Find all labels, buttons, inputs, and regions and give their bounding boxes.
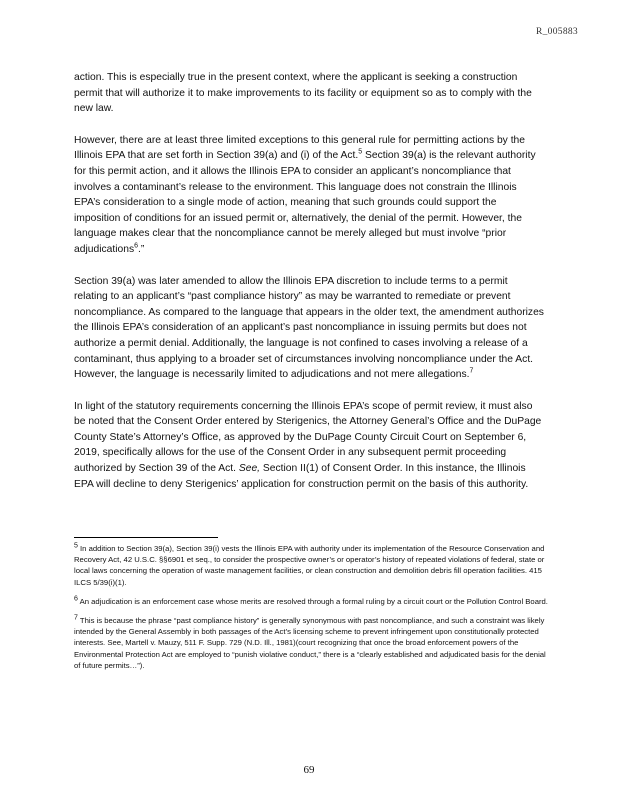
footnote-text: This is because the phrase “past compliance history” is generally synonymous with past noncompliance, and such a constraint was likely intended by the General Assembly in both passages of the Act’s licensing scheme to prevent infringement upon constitutionally protected interests. See, Martell v. Mauzy, 511 F. Supp. 729 (N.D. Ill., 1981)(court recognizing that once the broad enforcement powers of the Environmental Protection Act are employed to “punish violative conduct,” there is a “clearly established and adjudicated basis for the denial of future permits…”). — [74, 616, 546, 670]
footnote-5 — [74, 543, 548, 588]
footnote-text: An adjudication is an enforcement case whose merits are resolved through a formal ruling by a circuit court or the Pollution Control Board. — [77, 596, 548, 606]
footnote-number: 5 — [74, 542, 78, 550]
footnote-text: In addition to Section 39(a), Section 39(i) vests the Illinois EPA with authority under its implementation of the Resource Conservation and Recovery Act, 42 U.S.C. §§6901 et seq., to consider the prospective owner’s or operator’s history of repeated violations of federal, state or local laws concerning the operation of waste management facilities, or clean construction and demolition debris fill operation facilities. 415 ILCS 5/39(i)(1). — [74, 544, 545, 587]
paragraph-4-text-b: Section II(1) of Consent Order. In this instance, the Illinois EPA will decline to deny Sterigenics’ application for construction permit on the basis of this authority. — [74, 463, 529, 490]
bates-number: R_005883 — [536, 27, 578, 37]
paragraph-1 — [74, 70, 544, 117]
footnote-6 — [74, 596, 548, 607]
body-text — [74, 70, 544, 508]
paragraph-3 — [74, 274, 544, 383]
see-signal: See, — [238, 463, 261, 475]
paragraph-2 — [74, 133, 544, 258]
paragraph-3-text: Section 39(a) was later amended to allow the Illinois EPA discretion to include terms to a permit relating to an applicant’s “past compliance history” as may be warranted to remediate or prevent noncompliance. As compared to the language that appears in the older text, the amendment authorizes the Illinois EPA’s consideration of an applicant’s past noncompliance in issuing permits but does not authorize a permit denial. Additionally, the language is not confined to cases involving a release of a contaminant, thus applying to a broader set of circumstances involving noncompliance under the Act. However, the language is necessarily limited to adjudications and not mere allegations. — [74, 275, 544, 381]
footnote-7 — [74, 615, 548, 671]
paragraph-2-text-a: However, there are at least three limited exceptions to this general rule for permitting actions by the Illinois EPA that are set forth in Section 39(a) and (i) of the Act. — [74, 134, 526, 162]
footnote-number: 7 — [74, 614, 78, 622]
footnotes — [74, 543, 548, 679]
footnote-separator — [74, 537, 218, 538]
footnote-ref-5[interactable]: 5 — [358, 148, 363, 156]
footnote-ref-6[interactable]: 6 — [134, 242, 139, 250]
paragraph-2-text-c: .” — [138, 243, 145, 255]
paragraph-1-text: action. This is especially true in the present context, where the applicant is seeking a construction permit that will authorize it to make improvements to its facility or equipment so as to comply with the new law. — [74, 72, 532, 115]
paragraph-4 — [74, 399, 544, 493]
paragraph-2-text-b: Section 39(a) is the relevant authority for this permit action, and it allows the Illinois EPA to consider an applicant’s noncompliance that involves a contaminant’s release to the environment. This language does not constrain the Illinois EPA’s consideration to a single mode of action, meaning that such grounds could support the imposition of conditions for an issued permit or, alternatively, the denial of the permit. However, the language makes clear that the noncompliance cannot be merely alleged but must involve “prior adjudications — [74, 150, 536, 255]
footnote-ref-7[interactable]: 7 — [469, 367, 474, 375]
footnote-number: 6 — [74, 595, 78, 603]
page-number: 69 — [303, 764, 315, 776]
paragraph-4-text-a: In light of the statutory requirements concerning the Illinois EPA’s scope of permit review, it must also be noted that the Consent Order entered by Sterigenics, the Attorney General’s Office and the DuPage County State’s Attorney’s Office, as approved by the DuPage County Circuit Court on September 6, 2019, specifically allows for the use of the Consent Order in any subsequent permit proceeding authorized by Section 39 of the Act. — [74, 400, 542, 475]
